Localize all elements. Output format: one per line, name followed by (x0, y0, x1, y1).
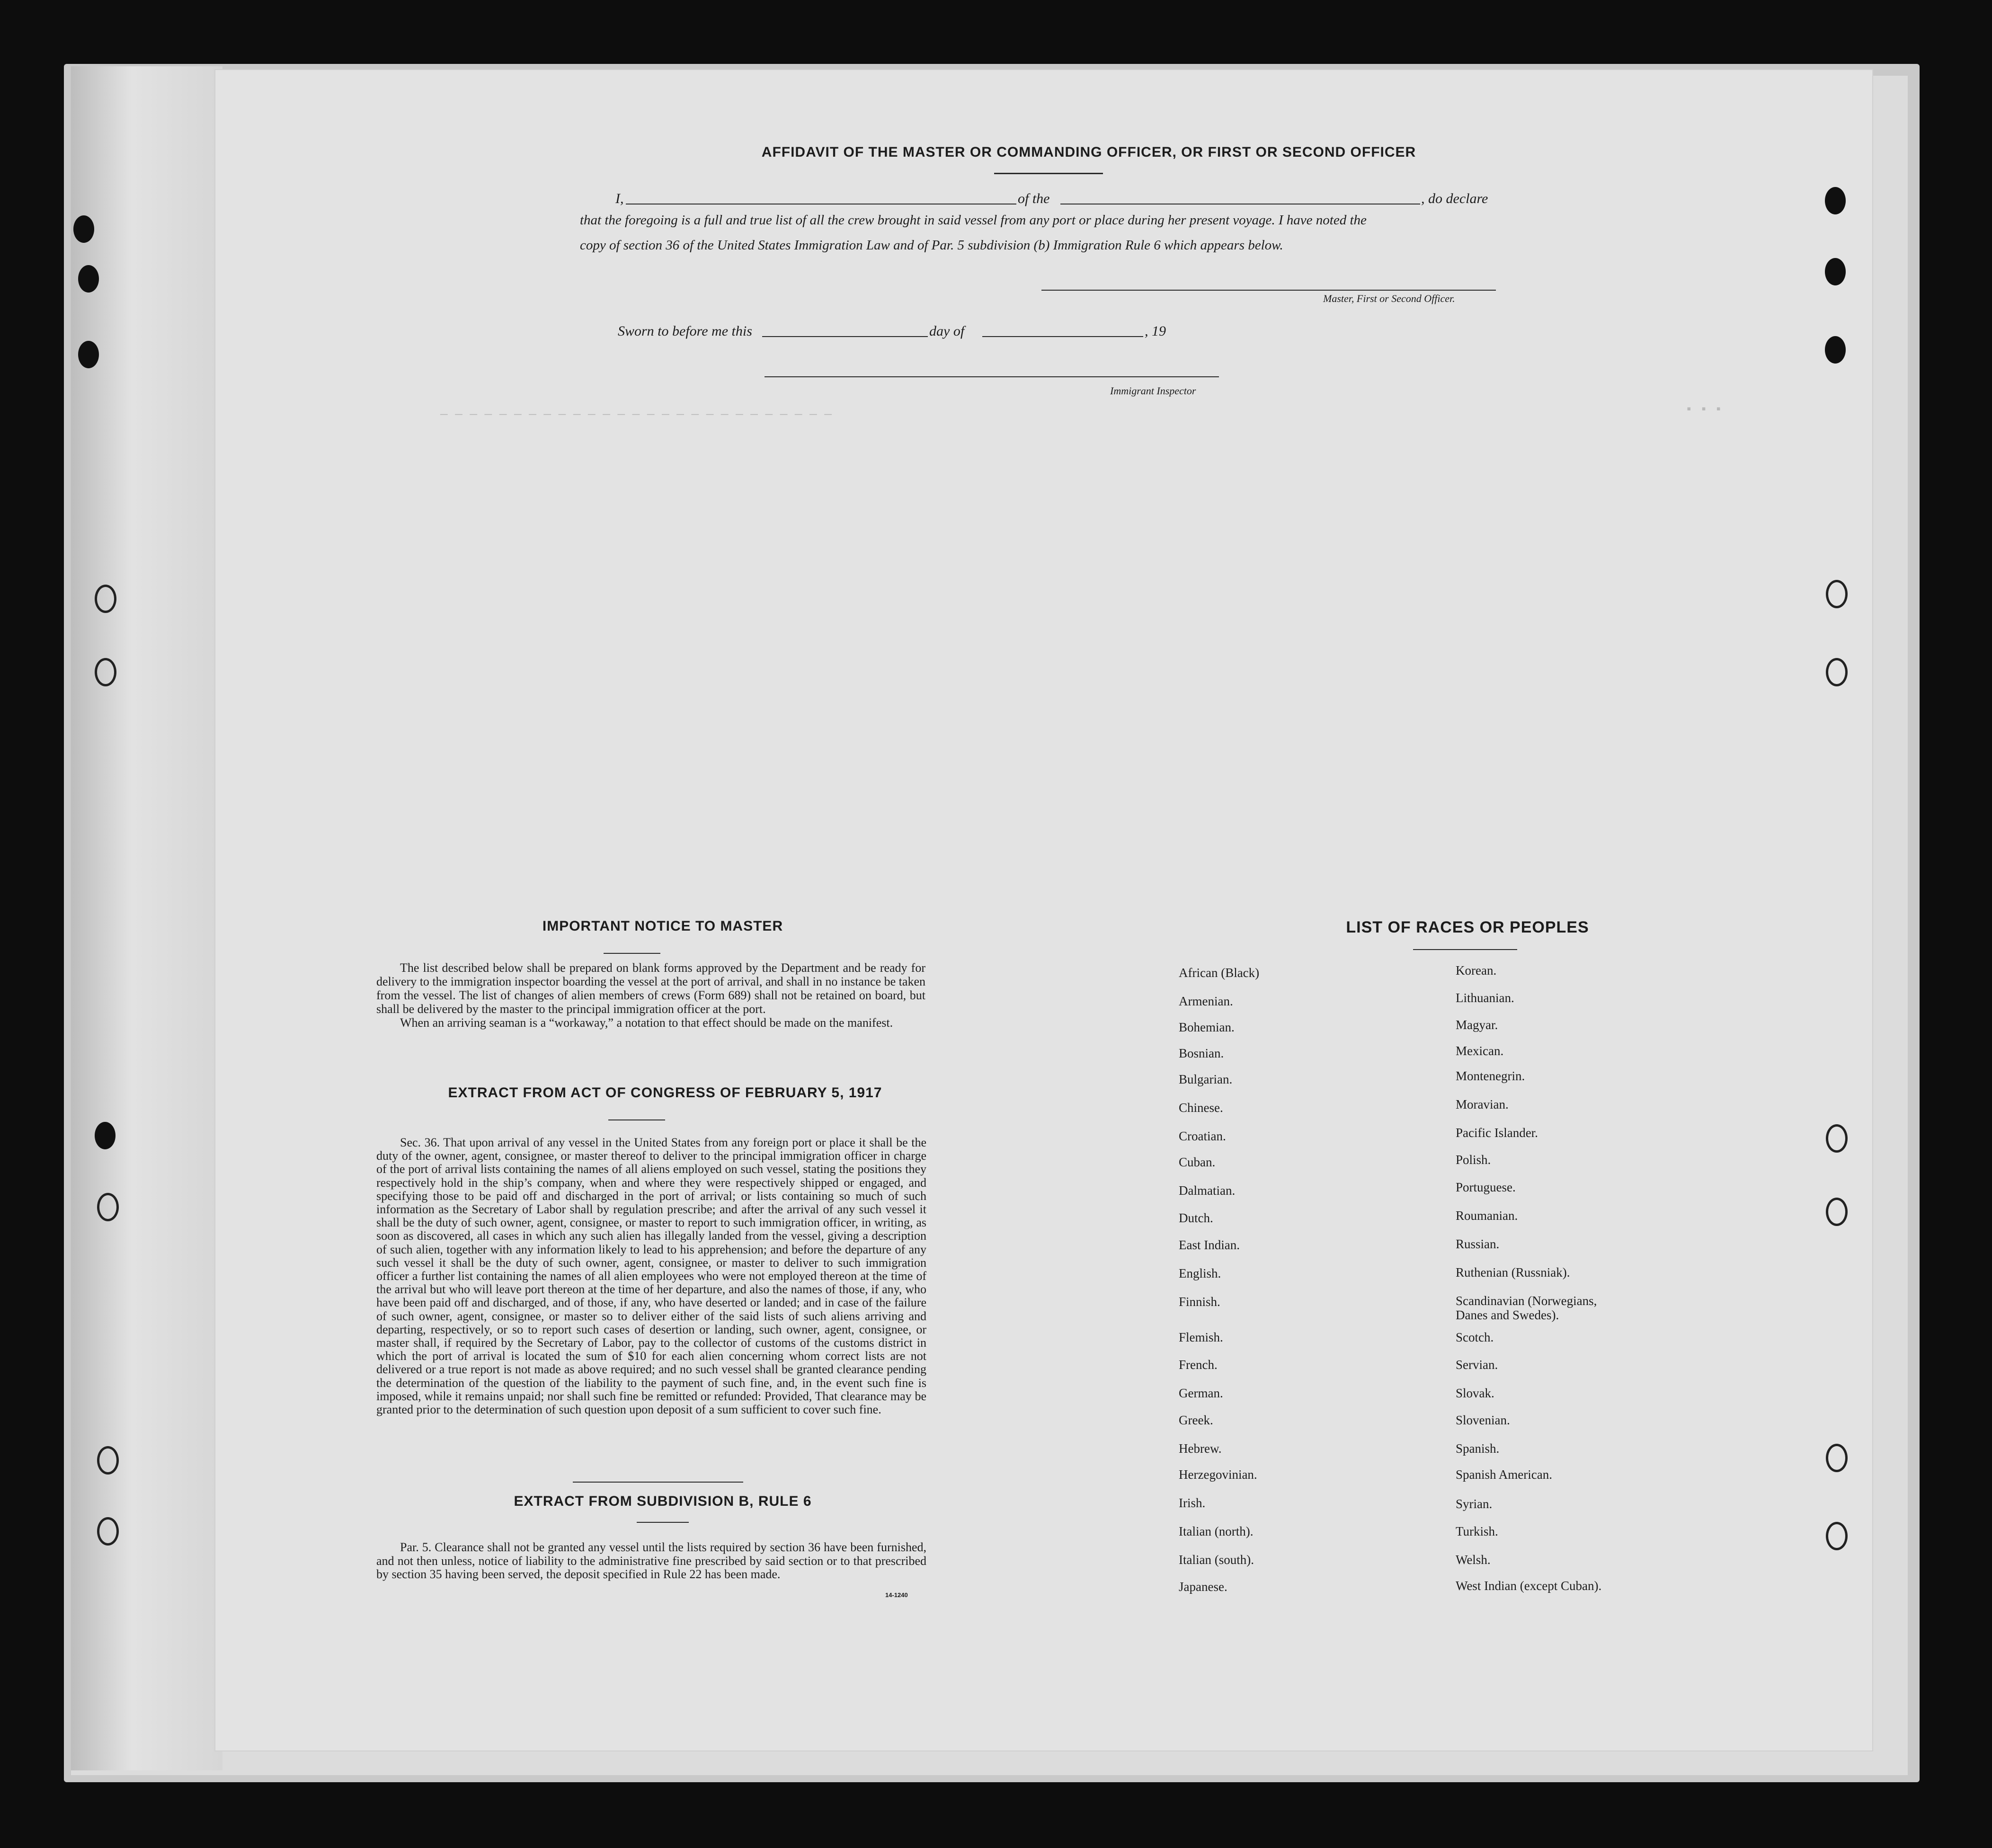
race-item: Mexican. (1456, 1044, 1504, 1058)
race-item: Finnish. (1179, 1295, 1220, 1309)
race-item: Cuban. (1179, 1155, 1216, 1169)
race-item: Italian (north). (1179, 1524, 1254, 1538)
races-title: LIST OF RACES OR PEOPLES (1346, 918, 1589, 936)
race-item: Roumanian. (1456, 1208, 1518, 1223)
race-item: Italian (south). (1179, 1553, 1254, 1567)
binder-hole (1825, 258, 1846, 285)
race-item: African (Black) (1179, 966, 1260, 980)
master-signature-line (1041, 290, 1496, 291)
affidavit-line-2: that the foregoing is a full and true list of all the crew brought in said vessel from any port or place during her present voyage. I have noted the (580, 213, 1367, 228)
binder-hole (1825, 336, 1846, 364)
year-text: , 19 (1145, 323, 1166, 339)
notice-body (376, 961, 925, 1030)
binder-hole (1826, 1124, 1848, 1153)
binding-edge (71, 66, 222, 1770)
race-item: East Indian. (1179, 1238, 1240, 1252)
congress-title: EXTRACT FROM ACT OF CONGRESS OF FEBRUARY 5, 1917 (448, 1085, 882, 1101)
race-item: Portuguese. (1456, 1180, 1516, 1194)
race-item: Montenegrin. (1456, 1069, 1525, 1083)
race-item: Scotch. (1456, 1330, 1494, 1344)
race-item: German. (1179, 1386, 1223, 1400)
notice-rule (604, 953, 660, 954)
race-item: Armenian. (1179, 994, 1233, 1008)
race-item: Servian. (1456, 1358, 1498, 1372)
notice-paragraph: The list described below shall be prepared on blank forms approved by the Department and be ready for delivery to the immigration inspector boarding the vessel at the port of arrival, and shall in no instance be taken from the vessel. The list of changes of alien members of crews (Form 689) shall not be retained on board, but shall be delivered by the master to the principal immigration officer at the port. (376, 961, 925, 1016)
race-item: Welsh. (1456, 1553, 1491, 1567)
race-item: Slovenian. (1456, 1413, 1510, 1427)
binder-hole (73, 215, 94, 243)
binder-hole (1825, 187, 1846, 214)
binder-hole (1826, 1198, 1848, 1226)
race-item: Scandinavian (Norwegians, Danes and Swedes). (1456, 1294, 1597, 1322)
inspector-signature-line (765, 376, 1219, 377)
inspector-label: Immigrant Inspector (1110, 385, 1196, 397)
race-item: Spanish. (1456, 1441, 1500, 1456)
race-item: Lithuanian. (1456, 991, 1514, 1005)
binder-hole (95, 658, 116, 686)
binder-hole (1826, 658, 1848, 686)
race-item: Russian. (1456, 1237, 1500, 1251)
race-item: Croatian. (1179, 1129, 1226, 1143)
race-item: Hebrew. (1179, 1441, 1222, 1456)
affidavit-line-3: copy of section 36 of the United States Immigration Law and of Par. 5 subdivision (b) Immigration Rule 6 which appears below. (580, 238, 1283, 253)
form-number: 14-1240 (885, 1591, 908, 1599)
race-item: Bulgarian. (1179, 1072, 1233, 1086)
bleed-through-mark: ▪ ▪ ▪ (1685, 402, 1723, 417)
race-item: Slovak. (1456, 1386, 1494, 1400)
section-rule (573, 1482, 743, 1483)
race-item: Bohemian. (1179, 1020, 1235, 1034)
binder-hole (95, 1122, 116, 1149)
race-item: French. (1179, 1358, 1218, 1372)
binder-hole (78, 341, 99, 368)
race-item: Dalmatian. (1179, 1183, 1236, 1198)
month-blank (982, 336, 1143, 337)
binder-hole (95, 585, 116, 613)
race-item: Herzegovinian. (1179, 1467, 1257, 1482)
race-item: Japanese. (1179, 1580, 1227, 1594)
races-rule (1413, 949, 1517, 950)
binder-hole (1826, 1444, 1848, 1472)
race-item: Syrian. (1456, 1497, 1493, 1511)
race-item: West Indian (except Cuban). (1456, 1579, 1602, 1593)
race-item: English. (1179, 1266, 1221, 1280)
race-item: Spanish American. (1456, 1467, 1552, 1482)
binder-hole (97, 1517, 119, 1546)
subdivision-rule (637, 1522, 689, 1523)
race-item: Flemish. (1179, 1330, 1223, 1344)
master-label: Master, First or Second Officer. (1323, 293, 1455, 304)
sworn-text: Sworn to before me this (618, 323, 752, 339)
binder-hole (1826, 1522, 1848, 1550)
race-item: Turkish. (1456, 1524, 1498, 1538)
affidavit-of-the: of the (1018, 191, 1050, 206)
notice-title: IMPORTANT NOTICE TO MASTER (542, 918, 783, 934)
race-item: Ruthenian (Russniak). (1456, 1265, 1570, 1279)
notice-paragraph: When an arriving seaman is a “workaway,” a notation to that effect should be made on the manifest. (400, 1016, 893, 1030)
race-item: Greek. (1179, 1413, 1213, 1427)
binder-hole (78, 265, 99, 293)
day-of-text: day of (929, 323, 965, 339)
race-item: Dutch. (1179, 1211, 1213, 1225)
race-item: Magyar. (1456, 1018, 1498, 1032)
affidavit-i: I, (615, 191, 624, 206)
binder-hole (97, 1193, 119, 1221)
par5-text: Par. 5. Clearance shall not be granted any vessel until the lists required by section 36 have been furnished, and not then unless, notice of liability to the administrative fine prescribed by said section or to that prescribed by section 35 having been served, the deposit specified in Rule 22 has been made. (376, 1540, 926, 1581)
race-item: Chinese. (1179, 1101, 1223, 1115)
race-item: Polish. (1456, 1153, 1491, 1167)
race-item: Bosnian. (1179, 1046, 1224, 1060)
race-item: Moravian. (1456, 1097, 1509, 1111)
race-item: Korean. (1456, 963, 1497, 977)
congress-rule (608, 1119, 665, 1120)
binder-hole (97, 1446, 119, 1475)
race-item: Irish. (1179, 1496, 1206, 1510)
affidavit-declare: , do declare (1421, 191, 1488, 206)
bleed-through-mark: — — — — — — — — — — — — — — — — — — — — — — — — — — — (440, 407, 832, 421)
subdivision-title: EXTRACT FROM SUBDIVISION B, RULE 6 (514, 1493, 812, 1509)
title-rule (994, 173, 1103, 174)
race-item: Pacific Islander. (1456, 1126, 1538, 1140)
binder-hole (1826, 580, 1848, 608)
affidavit-title: AFFIDAVIT OF THE MASTER OR COMMANDING OFFICER, OR FIRST OR SECOND OFFICER (761, 144, 1416, 160)
section-36-text: Sec. 36. That upon arrival of any vessel in the United States from any foreign port or place it shall be the duty of the owner, agent, consignee, or master thereof to deliver to the principal immigration officer in charge of the port of arrival lists containing the names of all aliens employed on such vessel, stating the positions they respectively hold in the ship’s company, when and where they were respectively shipped or engaged, and specifying those to be paid off and discharged in the port of arrival; or lists containing so much of such information as the Secretary of Labor shall by regulation prescribe; and after the arrival of any such vessel it shall be the duty of such owner, agent, consignee, or master to report to such immigration officer, in writing, as soon as discovered, all cases in which any such alien has illegally landed from the vessel, giving a description of such alien, together with any information likely to lead to his apprehension; and before the departure of any such vessel it shall be the duty of such owner, agent, consignee, or master to deliver to such immigration officer a further list containing the names of all alien employees who were not employed thereon at the time of the arrival but who will leave port thereon at the time of her departure, and also the names of those, if any, who have been paid off and discharged, and of those, if any, who have deserted or landed; and in case of the failure of such owner, agent, consignee, or master so to deliver either of the said lists of such aliens arriving and departing, respectively, or so to report such cases of desertion or landing, such owner, agent, consignee, or master shall, if required by the Secretary of Labor, pay to the collector of customs of the customs district in which the port of arrival is located the sum of $10 for each alien concerning whom correct lists are not delivered or a true report is not made as above required; and no such vessel shall be granted clearance pending the determination of the question of the liability to the payment of such fine, and, in the event such fine is imposed, while it remains unpaid; nor shall such fine be remitted or refunded: Provided, That clearance may be granted prior to the determination of such question upon deposit of a sum sufficient to cover such fine. (376, 1136, 926, 1417)
sworn-day-blank (762, 336, 928, 337)
